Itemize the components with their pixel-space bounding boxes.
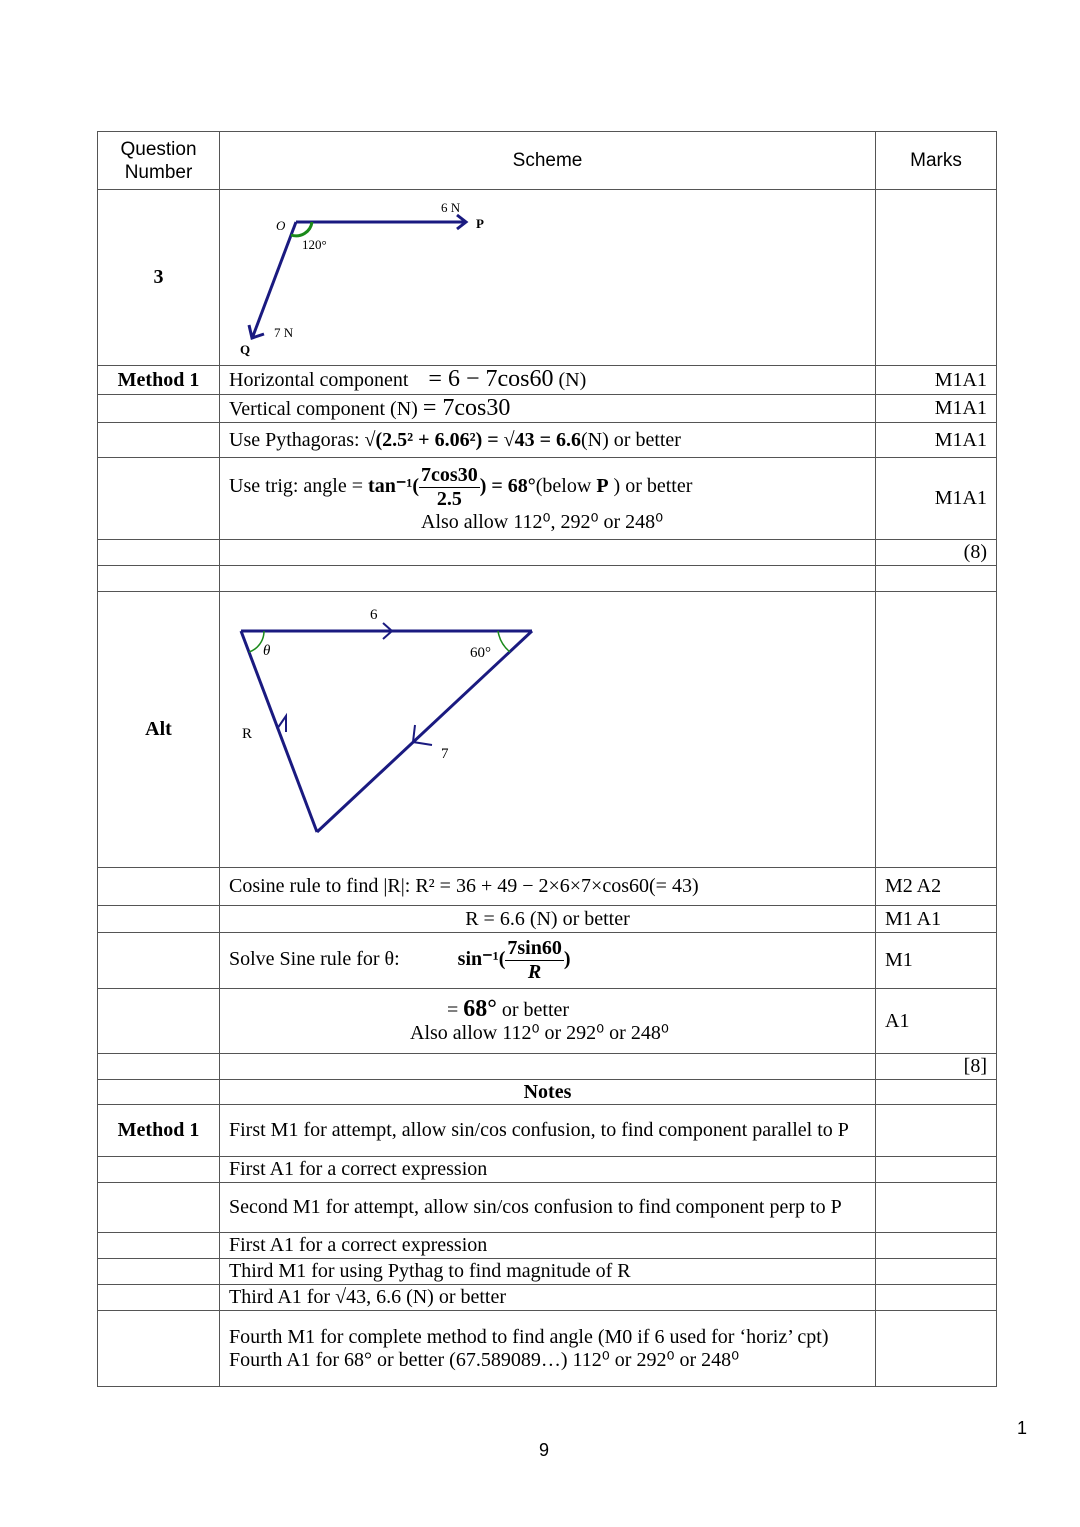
eq: = [447, 998, 459, 1021]
note-row [98, 1259, 997, 1285]
numerator: 7sin60 [507, 937, 562, 959]
note-row [98, 1183, 997, 1233]
triangle-diagram [220, 595, 560, 865]
p-label: P [596, 474, 609, 497]
note: Second M1 for attempt, allow sin/cos confusion to find component perp to P [220, 1183, 876, 1233]
also-allow: Also allow 112⁰, 292⁰ or 248⁰ [421, 510, 664, 533]
header-row [98, 132, 997, 190]
mark-scheme-table [97, 131, 997, 1387]
tail2: ) or better [613, 474, 693, 497]
method-label: Method 1 [98, 366, 220, 395]
tail: (N) or better [581, 428, 681, 451]
col-scheme: Scheme [220, 132, 876, 190]
note-row [98, 1105, 997, 1157]
note: Third A1 for √43, 6.6 (N) or better [220, 1285, 876, 1311]
result: 68° [463, 995, 497, 1022]
marks: M1 A1 [876, 906, 997, 933]
label-p: P [476, 216, 484, 231]
force-diagram [220, 192, 520, 364]
marks: M2 A2 [876, 868, 997, 906]
also-allow: Also allow 112⁰ or 292⁰ or 248⁰ [410, 1021, 669, 1044]
unit: (N) [558, 369, 587, 391]
marks: M1 [876, 933, 997, 989]
label-theta: θ [263, 643, 271, 659]
fn: tan⁻¹( [368, 474, 420, 497]
marks: M1A1 [876, 366, 997, 395]
note: Third M1 for using Pythag to find magnitude of R [220, 1259, 876, 1285]
col-marks: Marks [876, 132, 997, 190]
marks: A1 [876, 989, 997, 1054]
scheme-row [98, 989, 997, 1054]
marks: M1A1 [876, 423, 997, 458]
method-label: Method 1 [98, 1105, 220, 1157]
marks: M1A1 [876, 395, 997, 423]
sine-rule: Solve Sine rule for θ: [229, 948, 400, 971]
tail: (below [535, 474, 592, 497]
alt-label: Alt [98, 592, 220, 868]
label-r: R [242, 726, 253, 742]
scheme-row [98, 395, 997, 423]
r-value: R = 6.6 (N) or better [220, 906, 876, 933]
row-label: Horizontal component [229, 369, 409, 391]
cosine-rule: Cosine rule to find |R|: R² = 36 + 49 − 2×6×7×cos60(= 43) [220, 868, 876, 906]
note-row [98, 1311, 997, 1387]
total-marks: [8] [876, 1054, 997, 1080]
label-60: 60° [470, 645, 491, 661]
scheme-row [98, 423, 997, 458]
q3-diagram-row [98, 190, 997, 366]
expr: = 7cos30 [422, 394, 511, 421]
total-marks: (8) [876, 540, 997, 566]
fn: sin⁻¹( [457, 948, 506, 971]
row-label: Use Pythagoras: [229, 428, 360, 451]
label-6n: 6 N [441, 200, 461, 215]
denominator: 2.5 [436, 487, 462, 510]
expr: √(2.5² + 6.06²) = √43 = 6.6 [364, 428, 582, 451]
label-7: 7 [441, 746, 449, 762]
note: Fourth M1 for complete method to find angle (M0 if 6 used for ‘horiz’ cpt) [229, 1325, 829, 1348]
note: First M1 for attempt, allow sin/cos confusion, to find component parallel to P [220, 1105, 876, 1157]
notes-title: Notes [220, 1080, 876, 1105]
note: Fourth A1 for 68° or better (67.589089…) 112⁰ or 292⁰ or 248⁰ [229, 1348, 740, 1371]
result: ) = 68° [479, 474, 536, 497]
marks: M1A1 [876, 458, 997, 540]
tail: or better [501, 998, 570, 1021]
label-q: Q [240, 342, 251, 357]
numerator: 7cos30 [421, 463, 478, 486]
scheme-row [98, 366, 997, 395]
label-7n: 7 N [274, 325, 294, 340]
scheme-row [98, 868, 997, 906]
denominator: R [527, 961, 542, 983]
row-label: Vertical component (N) [229, 397, 418, 420]
note-row [98, 1157, 997, 1183]
close: ) [563, 948, 571, 971]
scheme-row [98, 458, 997, 540]
note-row [98, 1285, 997, 1311]
scheme-row [98, 906, 997, 933]
question-number: 3 [98, 190, 220, 366]
page-number: 9 [539, 1440, 550, 1460]
corner-number: 1 [1017, 1418, 1028, 1438]
row-label: Use trig: angle = [229, 474, 364, 497]
label-6: 6 [370, 607, 378, 623]
scheme-row [98, 933, 997, 989]
note: First A1 for a correct expression [220, 1233, 876, 1259]
note-row [98, 1233, 997, 1259]
expr: = 6 − 7cos60 [428, 366, 554, 392]
note: First A1 for a correct expression [220, 1157, 876, 1183]
label-120: 120° [302, 237, 327, 252]
col-question-number: Question Number [98, 132, 220, 190]
alt-diagram-row [98, 592, 997, 868]
label-o: O [276, 218, 286, 233]
